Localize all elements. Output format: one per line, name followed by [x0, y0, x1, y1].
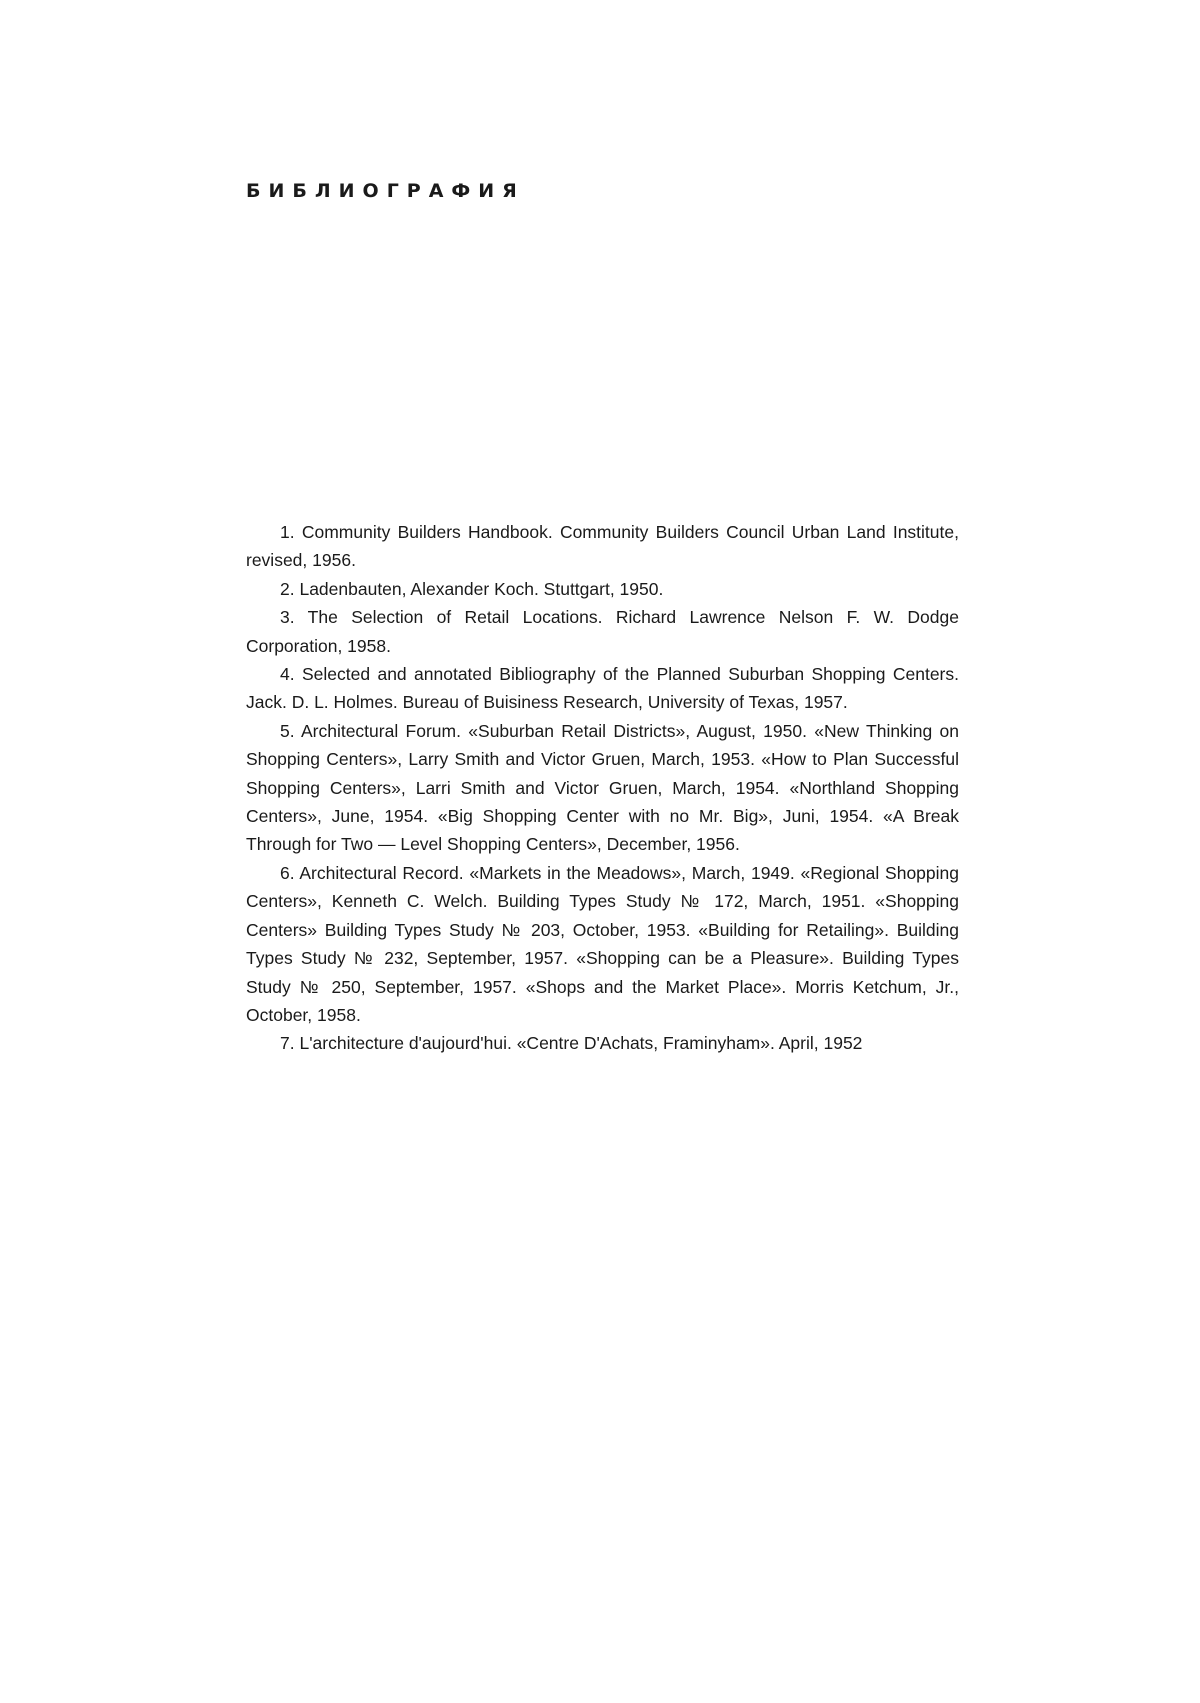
page-title: БИБЛИОГРАФИЯ: [246, 180, 525, 202]
bibliography-entry: 2. Ladenbauten, Alexander Koch. Stuttgart, 1950.: [280, 578, 664, 599]
bibliography-list: [246, 518, 959, 1058]
bibliography-entry: 6. Architectural Record. «Markets in the Meadows», March, 1949. «Regional Shopping Centers», Kenneth C. Welch. Building Types Study № 172, March, 1951. «Shopping Centers» Building Types Study № 203, October, 1953. «Building for Retailing». Building Types Study № 232, September, 1957. «Shopping can be a Pleasure». Building Types Study № 250, September, 1957. «Shops and the Market Place». Morris Ketchum, Jr., October, 1958.: [246, 862, 959, 1025]
bibliography-entry: 5. Architectural Forum. «Suburban Retail Districts», August, 1950. «New Thinking on Shopping Centers», Larry Smith and Victor Gruen, March, 1953. «How to Plan Successful Shopping Centers», Larri Smith and Victor Gruen, March, 1954. «Northland Shopping Centers», June, 1954. «Big Shopping Center with no Mr. Big», Juni, 1954. «A Break Through for Two — Level Shopping Centers», December, 1956.: [246, 720, 959, 855]
bibliography-entry: 1. Community Builders Handbook. Community Builders Council Urban Land Institute, revised, 1956.: [246, 522, 959, 571]
bibliography-entry: 3. The Selection of Retail Locations. Richard Lawrence Nelson F. W. Dodge Corporation, 1958.: [246, 607, 959, 656]
bibliography-entry: 4. Selected and annotated Bibliography of the Planned Suburban Shopping Centers. Jack. D. L. Holmes. Bureau of Buisiness Research, University of Texas, 1957.: [246, 664, 959, 713]
bibliography-entry: 7. L'architecture d'aujourd'hui. «Centre D'Achats, Framinyham». April, 1952: [280, 1033, 863, 1054]
